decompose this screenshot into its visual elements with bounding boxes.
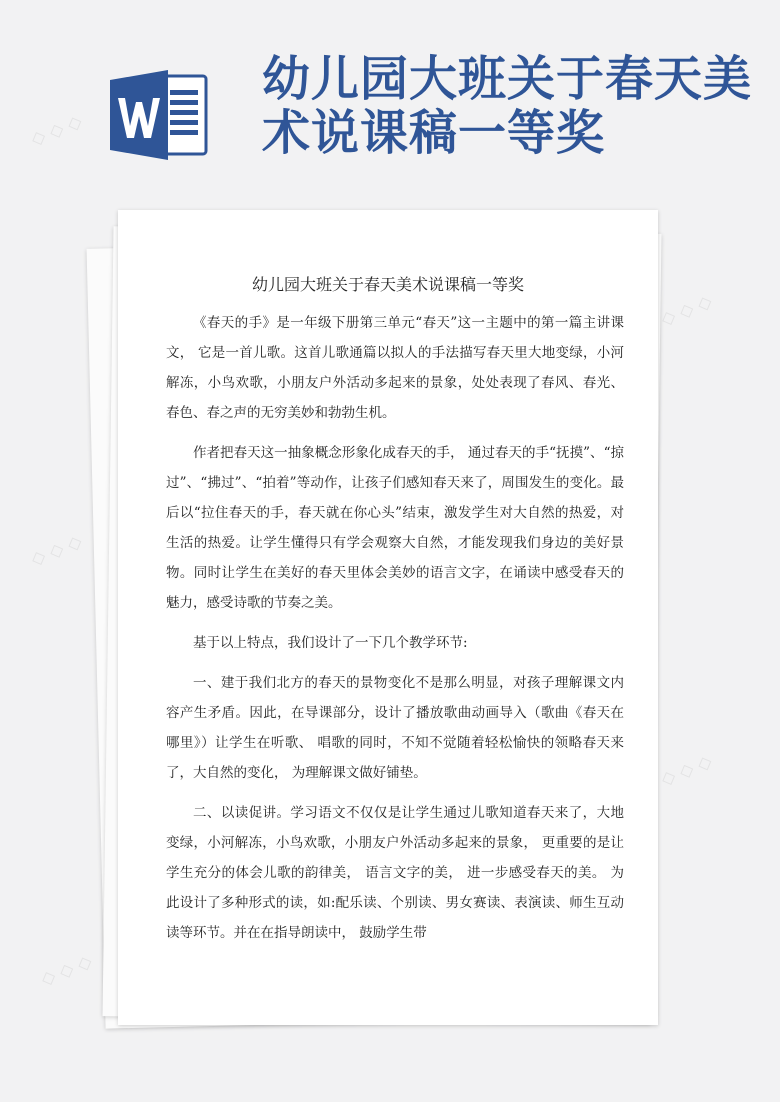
watermark: ◇ ◇ ◇ <box>27 530 85 571</box>
document-body <box>118 298 658 948</box>
document-page <box>118 210 658 1025</box>
word-document-icon <box>108 68 208 162</box>
watermark: ◇ ◇ ◇ <box>27 110 85 151</box>
watermark: ◇ ◇ ◇ <box>37 950 95 991</box>
watermark: ◇ ◇ ◇ <box>657 750 715 791</box>
document-preview <box>96 210 666 1040</box>
banner-title: 幼儿园大班关于春天美术说课稿一等奖 <box>262 51 753 161</box>
paragraph: 一、建于我们北方的春天的景物变化不是那么明显，对孩子理解课文内容产生矛盾。因此，在导课部分，设计了播放歌曲动画导入（歌曲《春天在哪里》）让学生在听歌、 唱歌的同时，不知不觉随着轻松愉快的领略春天来了，大自然的变化， 为理解课文做好铺垫。 <box>166 675 624 781</box>
document-title: 幼儿园大班关于春天美术说课稿一等奖 <box>251 275 524 294</box>
watermark: ◇ ◇ ◇ <box>657 290 715 331</box>
paragraph: 二、以读促讲。学习语文不仅仅是让学生通过儿歌知道春天来了，大地变绿，小河解冻，小鸟欢歌，小朋友户外活动多起来的景象， 更重要的是让学生充分的体会儿歌的韵律美， 语言文字的美， 进一步感受春天的美。 为此设计了多种形式的读，如:配乐读、个别读、男女赛读、表演读、师生互动读等环节。并在在指导朗读中， 鼓励学生带 <box>166 805 624 941</box>
paragraph: 基于以上特点，我们设计了一下几个教学环节: <box>193 635 468 651</box>
paragraph: 《春天的手》是一年级下册第三单元“春天”这一主题中的第一篇主讲课文， 它是一首儿歌。这首儿歌通篇以拟人的手法描写春天里大地变绿，小河解冻，小鸟欢歌，小朋友户外活动多起来的景象，处处表现了春风、春光、春色、春之声的无穷美妙和勃勃生机。 <box>166 315 624 421</box>
paragraph: 作者把春天这一抽象概念形象化成春天的手， 通过春天的手“抚摸”、“掠过”、“拂过”、“拍着”等动作，让孩子们感知春天来了，周围发生的变化。最后以“拉住春天的手，春天就在你心头”结束，激发学生对大自然的热爱，对生活的热爱。让学生懂得只有学会观察大自然，才能发现我们身边的美好景物。同时让学生在美好的春天里体会美妙的语言文字，在诵读中感受春天的魅力，感受诗歌的节奏之美。 <box>166 445 624 611</box>
